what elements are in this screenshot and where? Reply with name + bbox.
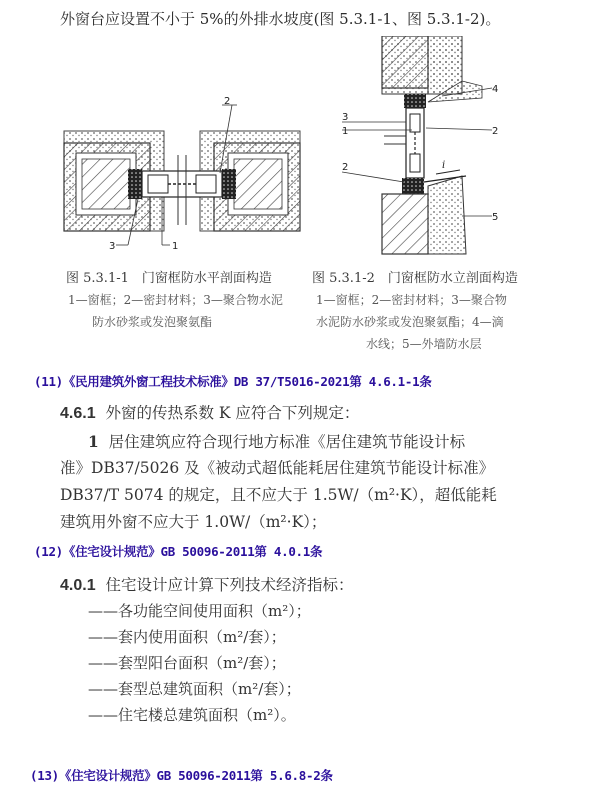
clause-461-item-row: [88, 428, 465, 456]
caption-right-line-2: 水泥防水砂浆或发泡聚氨酯；4—滴: [316, 315, 504, 329]
right-label-2-upper: 2: [492, 126, 499, 137]
left-label-2: 2: [224, 96, 231, 107]
right-label-5: 5: [492, 212, 499, 223]
intro-line: 外窗台应设置不小于 5%的外排水坡度(图 5.3.1-1、图 5.3.1-2)。: [60, 10, 501, 28]
clause-461-heading-row: [60, 400, 359, 427]
clause-461-line-3: DB37/T 5074 的规定，且不应大于 1.5W/（m²·K），超低能耗: [60, 486, 497, 504]
right-label-2-lower: 2: [342, 162, 349, 173]
clause-401-heading: 住宅设计应计算下列技术经济指标：: [105, 576, 354, 594]
clause-461-line-1: 居住建筑应符合现行地方标准《居住建筑节能设计标: [108, 433, 466, 451]
clause-401-item-2: ——套内使用面积（m²/套）；: [88, 628, 286, 646]
right-label-1: 1: [342, 126, 349, 137]
clause-461-line-4: 建筑用外窗不应大于 1.0W/（m²·K）；: [60, 513, 327, 531]
figure-vertical-section: [342, 36, 502, 258]
right-label-3: 3: [342, 112, 349, 123]
clause-401-item-1: ——各功能空间使用面积（m²）；: [88, 602, 311, 620]
caption-right-line-3: 水线；5—外墙防水层: [366, 337, 482, 351]
caption-right-line-1: 1—窗框；2—密封材料；3—聚合物: [316, 293, 507, 307]
caption-right-title: 图 5.3.1-2 门窗框防水立剖面构造: [312, 271, 518, 286]
right-label-4: 4: [492, 84, 499, 95]
caption-left-line-1: 1—窗框；2—密封材料；3—聚合物水泥: [68, 293, 283, 307]
standard-reference-12: (12)《住宅设计规范》GB 50096-2011第 4.0.1条: [34, 544, 323, 559]
right-label-slope: i: [442, 160, 446, 171]
caption-left-line-2: 防水砂浆或发泡聚氨酯: [92, 315, 213, 329]
clause-401-number: 4.0.1: [60, 577, 96, 594]
caption-left-title: 图 5.3.1-1 门窗框防水平剖面构造: [66, 271, 272, 286]
clause-461-line-2: 准》DB37/5026 及《被动式超低能耗居住建筑节能设计标准》: [60, 459, 495, 477]
left-label-3: 3: [109, 241, 116, 252]
clause-461-number: 4.6.1: [60, 405, 96, 422]
clause-401-item-5: ——住宅楼总建筑面积（m²）。: [88, 706, 296, 724]
clause-401-item-3: ——套型阳台面积（m²/套）；: [88, 654, 286, 672]
figure-horizontal-section: [62, 95, 302, 265]
standard-reference-13: (13)《住宅设计规范》GB 50096-2011第 5.6.8-2条: [30, 768, 333, 783]
clause-401-item-4: ——套型总建筑面积（m²/套）；: [88, 680, 301, 698]
clause-401-heading-row: [60, 572, 353, 599]
standard-reference-11: (11)《民用建筑外窗工程技术标准》DB 37/T5016-2021第 4.6.1-1条: [34, 374, 432, 389]
clause-461-heading: 外窗的传热系数 K 应符合下列规定：: [105, 404, 360, 422]
left-label-1: 1: [172, 241, 179, 252]
clause-461-item-number: 1: [88, 432, 99, 451]
